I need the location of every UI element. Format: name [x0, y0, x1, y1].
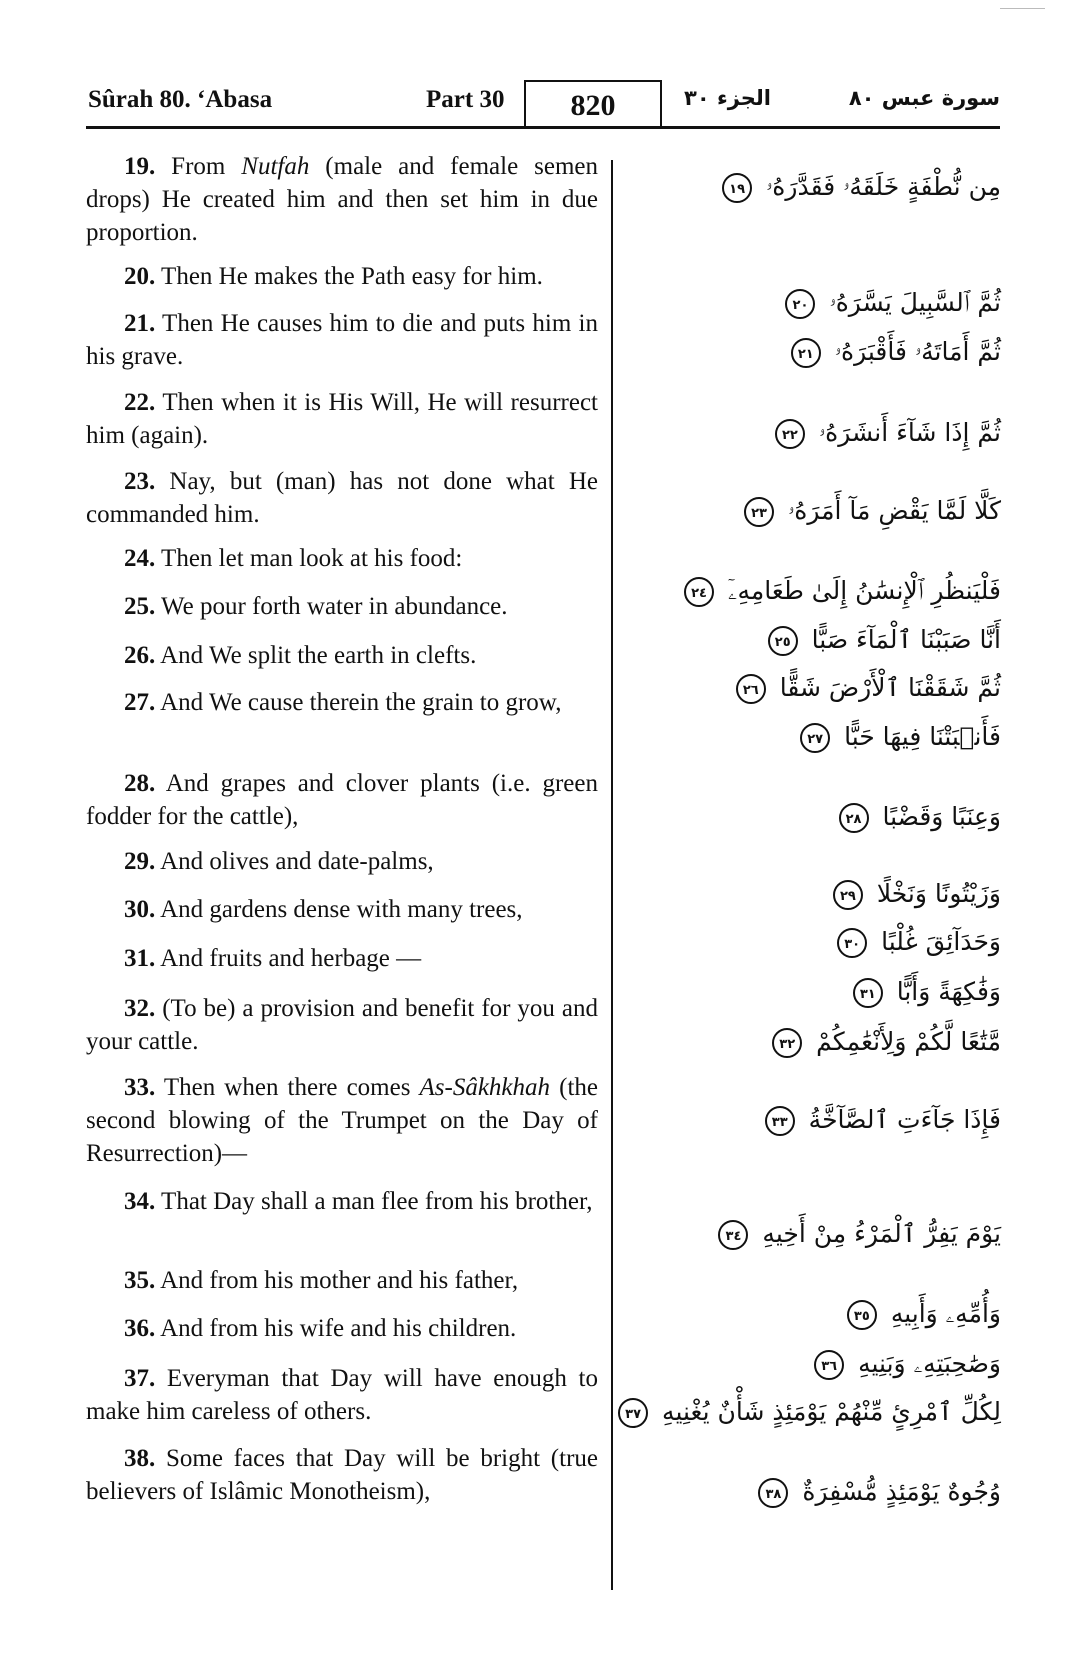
- translation-verse-29: 29. And olives and date-palms,: [124, 848, 434, 875]
- arabic-verse-27: فَأَنۢبَتْنَا فِيهَا حَبًّا ٢٧: [641, 717, 1001, 757]
- arabic-verse-37: لِكُلِّ ٱمْرِئٍ مِّنْهُمْ يَوْمَئِذٍ شَأْنٌ يُغْنِيهِ ٣٧: [641, 1392, 1001, 1432]
- verse-end-marker: ٣٢: [772, 1028, 802, 1058]
- verse-end-marker: ٢١: [791, 338, 821, 368]
- header-rule: [86, 126, 1000, 129]
- verse-end-marker: ٢٥: [768, 626, 798, 656]
- arabic-verse-35: وَأُمِّهِۦ وَأَبِيهِ ٣٥: [641, 1294, 1001, 1334]
- translation-verse-21: 21. Then He causes him to die and puts him in his grave.: [86, 310, 598, 370]
- arabic-verse-20: ثُمَّ ٱلسَّبِيلَ يَسَّرَهُۥ ٢٠: [641, 283, 1001, 323]
- verse-end-marker: ٢٤: [684, 577, 714, 607]
- arabic-verse-19: مِن نُّطْفَةٍ خَلَقَهُۥ فَقَدَّرَهُۥ ١٩: [641, 167, 1001, 207]
- surah-title-ar: سورة عبس ٨٠: [848, 86, 1000, 110]
- page-header: [86, 80, 1000, 126]
- arabic-verse-22: ثُمَّ إِذَا شَآءَ أَنشَرَهُۥ ٢٢: [641, 413, 1001, 453]
- verse-end-marker: ٣٠: [837, 928, 867, 958]
- verse-end-marker: ٢٠: [785, 289, 815, 319]
- verse-end-marker: ٢٧: [800, 723, 830, 753]
- arabic-verse-38: وُجُوهٌ يَوْمَئِذٍ مُّسْفِرَةٌ ٣٨: [641, 1472, 1001, 1512]
- translation-verse-34: 34. That Day shall a man flee from his brother,: [124, 1188, 593, 1215]
- part-label-en: Part 30: [426, 86, 505, 113]
- translation-verse-30: 30. And gardens dense with many trees,: [124, 896, 523, 923]
- surah-title-en: Sûrah 80. ‘Abasa: [88, 86, 273, 113]
- translation-verse-24: 24. Then let man look at his food:: [124, 545, 463, 572]
- verse-end-marker: ٢٣: [744, 497, 774, 527]
- translation-verse-32: 32. (To be) a provision and benefit for you and your cattle.: [86, 995, 598, 1055]
- verse-end-marker: ١٩: [722, 173, 752, 203]
- verse-end-marker: ٣٤: [718, 1220, 748, 1250]
- translation-verse-35: 35. And from his mother and his father,: [124, 1267, 519, 1294]
- verse-end-marker: ٢٦: [736, 674, 766, 704]
- arabic-verse-36: وَصَٰحِبَتِهِۦ وَبَنِيهِ ٣٦: [641, 1344, 1001, 1384]
- arabic-verse-28: وَعِنَبًا وَقَضْبًا ٢٨: [641, 797, 1001, 837]
- translation-verse-20: 20. Then He makes the Path easy for him.: [124, 263, 543, 290]
- column-divider: [611, 160, 613, 1590]
- verse-end-marker: ٣٨: [758, 1478, 788, 1508]
- arabic-verse-32: مَّتَٰعًا لَّكُمْ وَلِأَنْعَٰمِكُمْ ٣٢: [641, 1022, 1001, 1062]
- translation-verse-25: 25. We pour forth water in abundance.: [124, 593, 508, 620]
- translation-verse-33: 33. Then when there comes As-Sâkhkhah (the second blowing of the Trumpet on the Day of Resurrection)—: [86, 1074, 598, 1167]
- corner-mark: [1000, 8, 1045, 9]
- verse-end-marker: ٣٣: [765, 1106, 795, 1136]
- verse-end-marker: ٣٦: [814, 1350, 844, 1380]
- verse-end-marker: ٢٢: [775, 419, 805, 449]
- arabic-verse-33: فَإِذَا جَآءَتِ ٱلصَّآخَّةُ ٣٣: [641, 1100, 1001, 1140]
- verse-end-marker: ٣٧: [618, 1398, 648, 1428]
- juz-label-ar: الجزء ٣٠: [684, 86, 771, 110]
- page-number-box: 820: [524, 80, 662, 126]
- verse-end-marker: ٢٨: [839, 803, 869, 833]
- verse-end-marker: ٣١: [853, 978, 883, 1008]
- arabic-verse-24: فَلْيَنظُرِ ٱلْإِنسَٰنُ إِلَىٰ طَعَامِهِۦٓ ٢٤: [641, 571, 1001, 611]
- arabic-verse-23: كَلَّا لَمَّا يَقْضِ مَآ أَمَرَهُۥ ٢٣: [641, 491, 1001, 531]
- arabic-verse-34: يَوْمَ يَفِرُّ ٱلْمَرْءُ مِنْ أَخِيهِ ٣٤: [641, 1214, 1001, 1254]
- translation-verse-36: 36. And from his wife and his children.: [124, 1315, 517, 1342]
- translation-verse-27: 27. And We cause therein the grain to grow,: [124, 689, 562, 716]
- arabic-verse-30: وَحَدَآئِقَ غُلْبًا ٣٠: [641, 922, 1001, 962]
- arabic-verse-31: وَفَٰكِهَةً وَأَبًّا ٣١: [641, 972, 1001, 1012]
- translation-verse-28: 28. And grapes and clover plants (i.e. green fodder for the cattle),: [86, 770, 598, 830]
- translation-verse-26: 26. And We split the earth in clefts.: [124, 642, 477, 669]
- arabic-verse-26: ثُمَّ شَقَقْنَا ٱلْأَرْضَ شَقًّا ٢٦: [641, 668, 1001, 708]
- translation-verse-22: 22. Then when it is His Will, He will resurrect him (again).: [86, 389, 598, 449]
- translation-verse-23: 23. Nay, but (man) has not done what He commanded him.: [86, 468, 598, 528]
- translation-verse-31: 31. And fruits and herbage —: [124, 945, 422, 972]
- arabic-verse-25: أَنَّا صَبَبْنَا ٱلْمَآءَ صَبًّا ٢٥: [641, 620, 1001, 660]
- translation-verse-38: 38. Some faces that Day will be bright (true believers of Islâmic Monotheism),: [86, 1445, 598, 1505]
- verse-end-marker: ٢٩: [833, 880, 863, 910]
- verse-end-marker: ٣٥: [847, 1300, 877, 1330]
- translation-verse-19: 19. From Nutfah (male and female semen drops) He created him and then set him in due proportion.: [86, 153, 598, 246]
- translation-verse-37: 37. Everyman that Day will have enough to make him careless of others.: [86, 1365, 598, 1425]
- arabic-verse-21: ثُمَّ أَمَاتَهُۥ فَأَقْبَرَهُۥ ٢١: [641, 332, 1001, 372]
- arabic-verse-29: وَزَيْتُونًا وَنَخْلًا ٢٩: [641, 874, 1001, 914]
